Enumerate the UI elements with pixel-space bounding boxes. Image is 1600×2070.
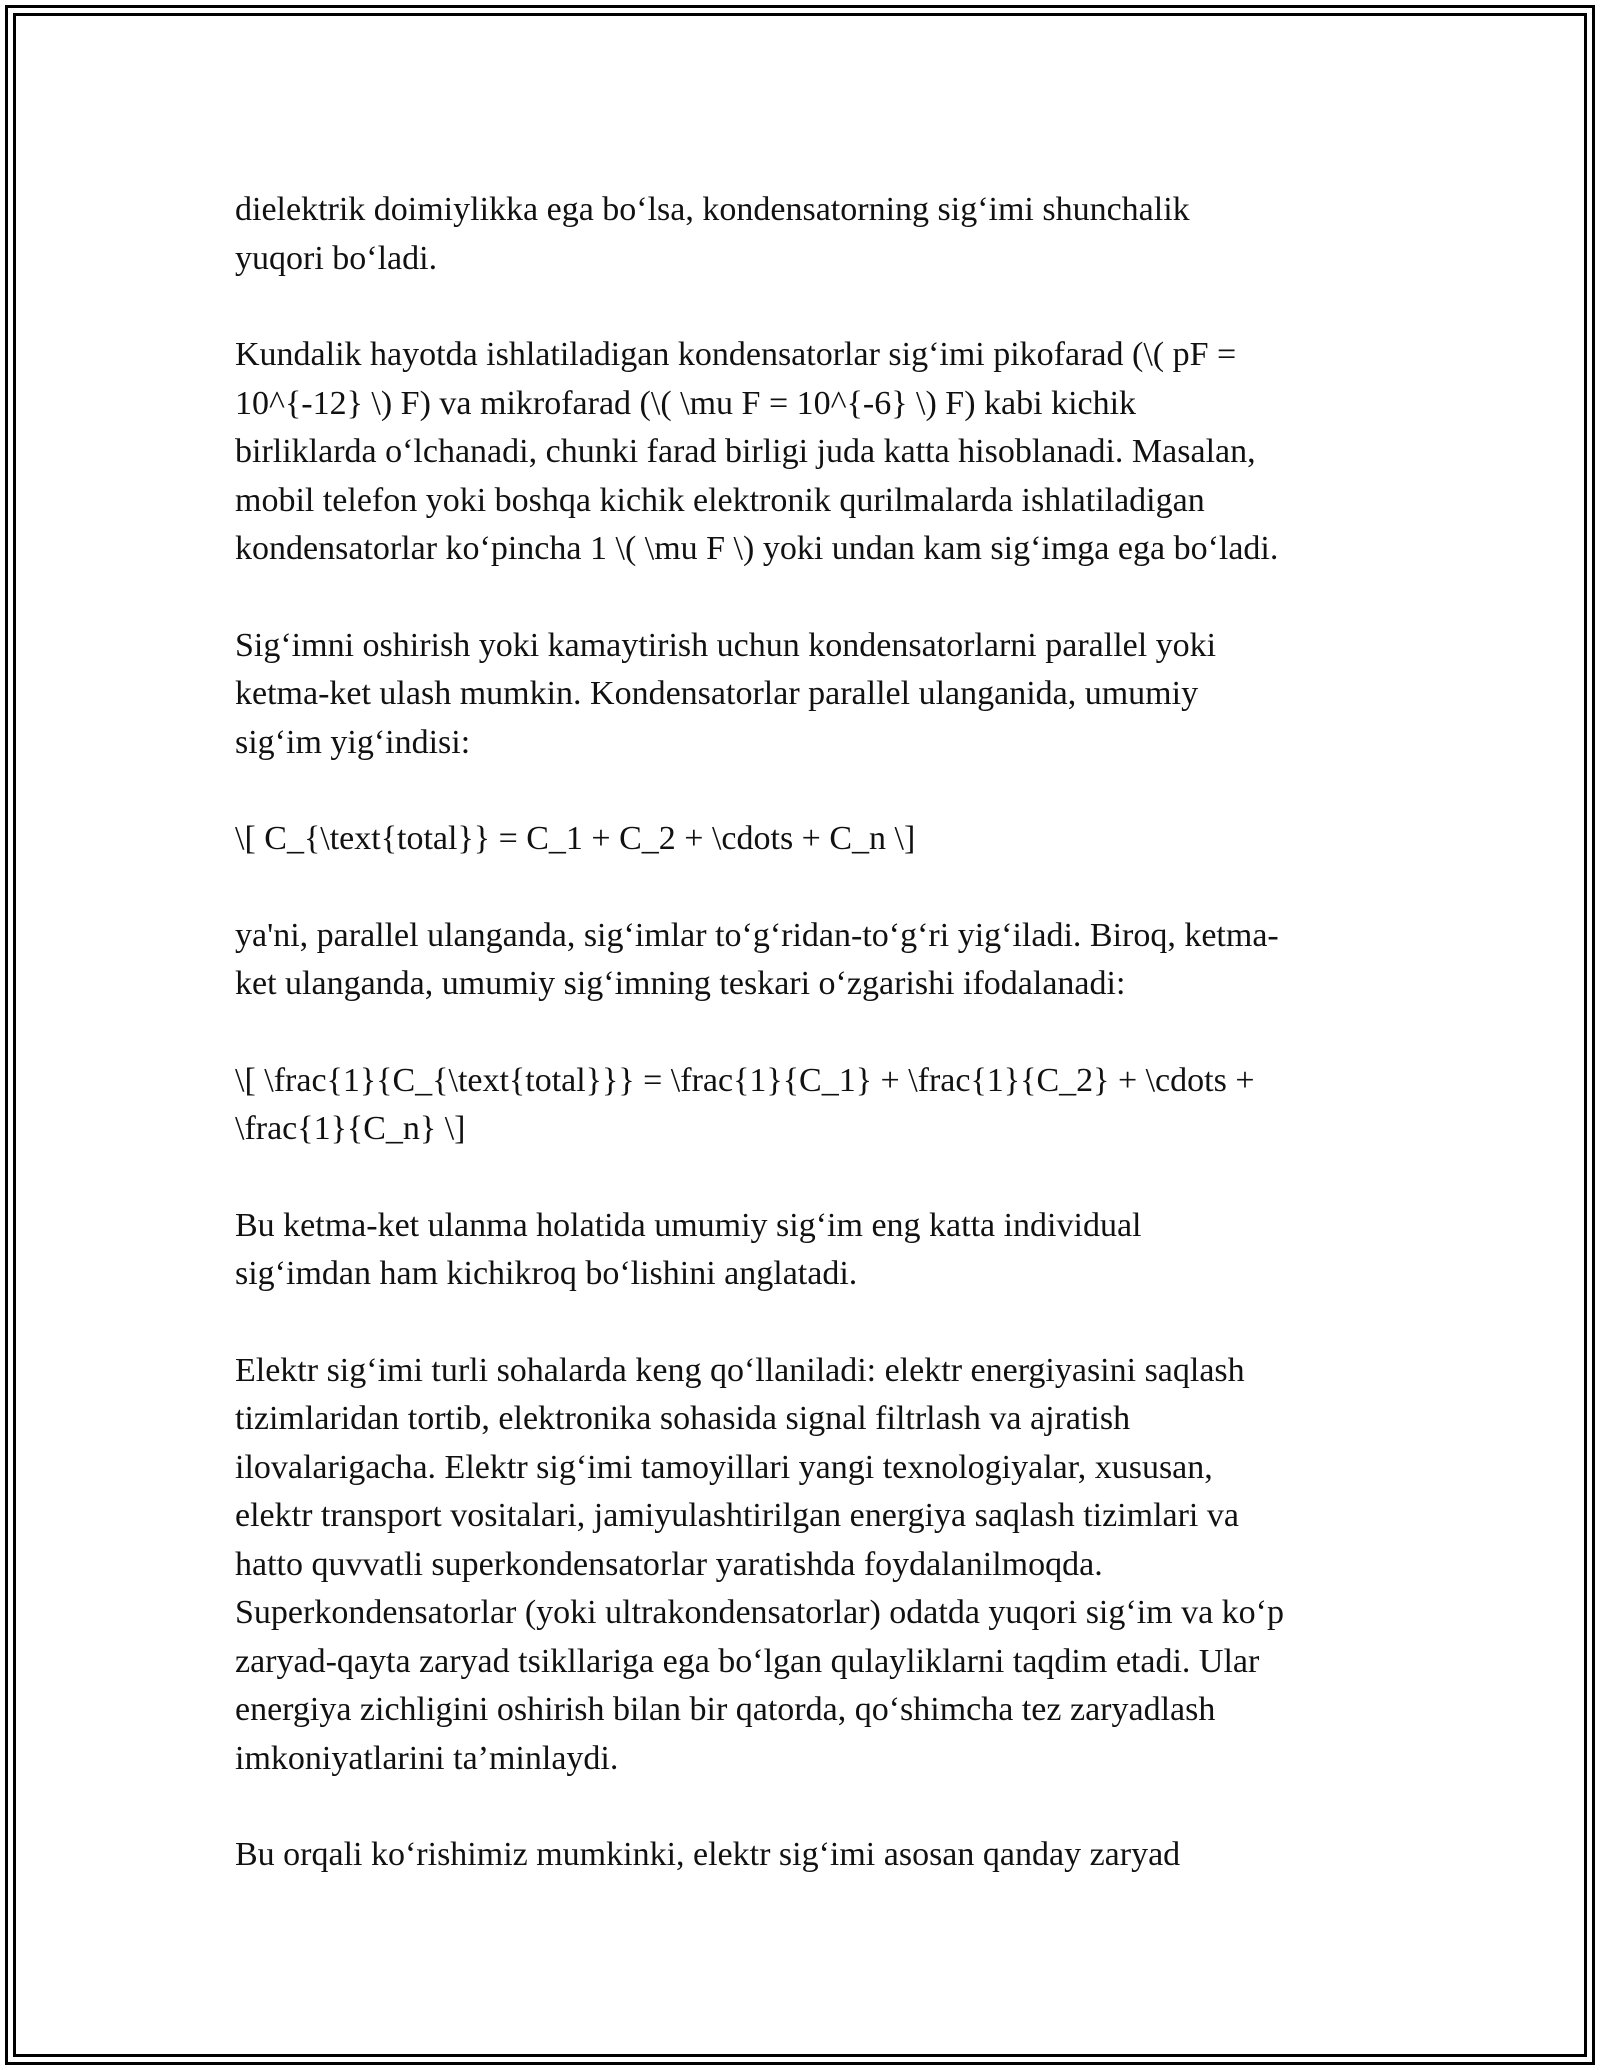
paragraph [235, 1347, 1365, 1784]
document-body [235, 186, 1365, 1928]
text-line: kondensatorlar ko‘pincha 1 \( \mu F \) yoki undan kam sig‘imga ega bo‘ladi. [235, 530, 1279, 567]
text-line: Bu orqali ko‘rishimiz mumkinki, elektr sig‘imi asosan qanday zaryad [235, 1836, 1181, 1873]
paragraph [235, 1831, 1365, 1880]
text-line: Bu ketma-ket ulanma holatida umumiy sig‘im eng katta individual [235, 1206, 1142, 1244]
text-line: \frac{1}{C_n} \] [235, 1110, 466, 1147]
text-line: birliklarda o‘lchanadi, chunki farad birligi juda katta hisoblanadi. Masalan, [235, 433, 1256, 470]
text-line: yuqori bo‘ladi. [235, 239, 438, 277]
text-line: ya'ni, parallel ulanganda, sig‘imlar to‘g‘ridan-to‘g‘ri yig‘iladi. Biroq, ketma- [235, 916, 1279, 954]
text-line: Superkondensatorlar (yoki ultrakondensatorlar) odatda yuqori sig‘im va ko‘p [235, 1594, 1285, 1631]
text-line: sig‘im yig‘indisi: [235, 723, 471, 761]
text-line: ketma-ket ulash mumkin. Kondensatorlar parallel ulanganida, umumiy [235, 675, 1199, 712]
paragraph [235, 815, 1365, 864]
text-line: zaryad-qayta zaryad tsikllariga ega bo‘lgan qulayliklarni taqdim etadi. Ular [235, 1642, 1260, 1680]
text-line: imkoniyatlarini ta’minlaydi. [235, 1739, 619, 1777]
paragraph [235, 186, 1365, 283]
text-line: mobil telefon yoki boshqa kichik elektronik qurilmalarda ishlatiladigan [235, 481, 1205, 519]
text-line: Sig‘imni oshirish yoki kamaytirish uchun kondensatorlarni parallel yoki [235, 626, 1217, 664]
text-line: energiya zichligini oshirish bilan bir qatorda, qo‘shimcha tez zaryadlash [235, 1691, 1216, 1728]
text-line: dielektrik doimiylikka ega bo‘lsa, kondensatorning sig‘imi shunchalik [235, 191, 1190, 228]
text-line: tizimlaridan tortib, elektronika sohasida signal filtrlash va ajratish [235, 1400, 1131, 1437]
paragraph [235, 622, 1365, 768]
paragraph [235, 1202, 1365, 1299]
text-line: \[ \frac{1}{C_{\text{total}}} = \frac{1}{C_1} + \frac{1}{C_2} + \cdots + [235, 1061, 1255, 1099]
text-line: Kundalik hayotda ishlatiladigan kondensatorlar sig‘imi pikofarad (\( pF = [235, 336, 1237, 373]
text-line: ket ulanganda, umumiy sig‘imning teskari o‘zgarishi ifodalanadi: [235, 965, 1126, 1002]
text-line: ilovalarigacha. Elektr sig‘imi tamoyillari yangi texnologiyalar, xususan, [235, 1448, 1213, 1486]
paragraph [235, 331, 1365, 574]
text-line: 10^{-12} \) F) va mikrofarad (\( \mu F = 10^{-6} \) F) kabi kichik [235, 384, 1137, 422]
paragraph [235, 912, 1365, 1009]
paragraph [235, 1057, 1365, 1154]
text-line: hatto quvvatli superkondensatorlar yaratishda foydalanilmoqda. [235, 1545, 1103, 1583]
text-line: \[ C_{\text{total}} = C_1 + C_2 + \cdots + C_n \] [235, 820, 916, 857]
text-line: elektr transport vositalari, jamiyulashtirilgan energiya saqlash tizimlari va [235, 1497, 1239, 1534]
text-line: Elektr sig‘imi turli sohalarda keng qo‘llaniladi: elektr energiyasini saqlash [235, 1351, 1245, 1389]
text-line: sig‘imdan ham kichikroq bo‘lishini anglatadi. [235, 1255, 858, 1292]
